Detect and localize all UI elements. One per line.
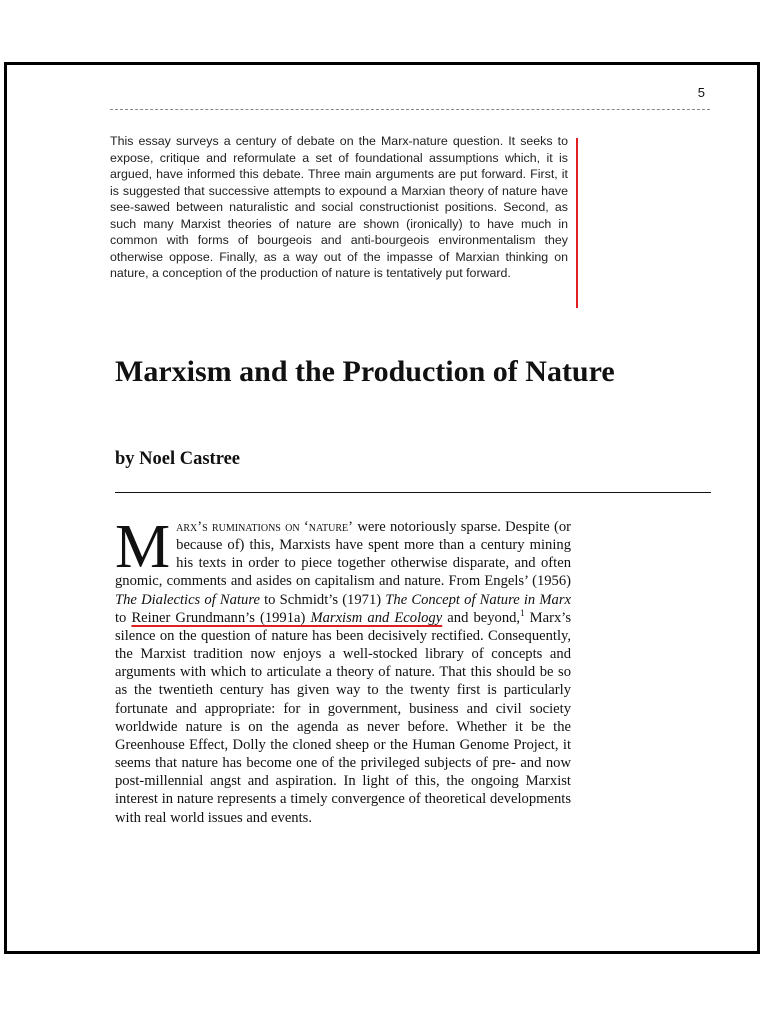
- abstract-highlight-bar: [576, 138, 578, 308]
- abstract: This essay surveys a century of debate on the Marx-nature question. It seeks to expose, critique and reformulate a set of foundational assumptions which, it is argued, have informed this debate. Three main arguments are put forward. First, it is suggested that successive attempts to expound a Marxian theory of nature have see-sawed between naturalistic and social constructionist positions. Second, as such many Marxist theories of nature are shown (ironically) to have much in common with forms of bourgeois and anti-bourgeois environmentalism they otherwise oppose. Finally, as a way out of the impasse of Marxian thinking on nature, a conception of the production of nature is tentatively put forward.: [110, 134, 568, 280]
- scanned-page: [4, 62, 760, 954]
- byline: by Noel Castree: [115, 449, 241, 469]
- article-title: Marxism and the Production of Nature: [115, 355, 615, 388]
- body-text-segment: and beyond,: [442, 609, 521, 626]
- byline-rule: [115, 492, 711, 493]
- header-rule: [110, 109, 710, 110]
- lead-smallcaps: arx’s ruminations on ‘nature’: [176, 519, 354, 535]
- italic-title: The Concept of Nature in Marx: [385, 591, 571, 608]
- body-text-segment: were notoriously sparse. Despite (or because of) this, Marxists have spent more than a century mining his texts in order to piece together otherwise disparate, and often gnomic, comments and asides on capitalism and nature. From Engels’ (1956): [115, 519, 571, 590]
- red-underlined-citation: [131, 610, 442, 626]
- italic-title: The Dialectics of Nature: [115, 591, 260, 608]
- underlined-author: Reiner Grundmann’s (1991a): [131, 609, 311, 626]
- body-paragraph: [115, 513, 571, 827]
- body-text-segment: to Schmidt’s (1971): [259, 591, 386, 608]
- italic-title: Marxism and Ecology: [310, 609, 443, 626]
- body-text-segment: Marx’s silence on the question of nature has been decisively rectified. Consequently, the Marxist tradition now enjoys a well-stocked library of concepts and arguments with which to articulate a theory of nature. That this should be so as the twentieth century has given way to the twenty first is particularly fortunate and appropriate: for in government, business and civil society worldwide nature is on the agenda as never before. Whether it be the Greenhouse Effect, Dolly the cloned sheep or the Human Genome Project, it seems that nature has become one of the privileged subjects of pre- and now post-millennial angst and aspiration. In light of this, the ongoing Marxist interest in nature represents a timely convergence of theoretical developments with real world issues and events.: [115, 609, 571, 826]
- footnote-marker[interactable]: 1: [520, 607, 525, 618]
- body-text-segment: to: [115, 609, 132, 626]
- page-number: 5: [697, 85, 705, 100]
- dropcap: M: [115, 513, 171, 581]
